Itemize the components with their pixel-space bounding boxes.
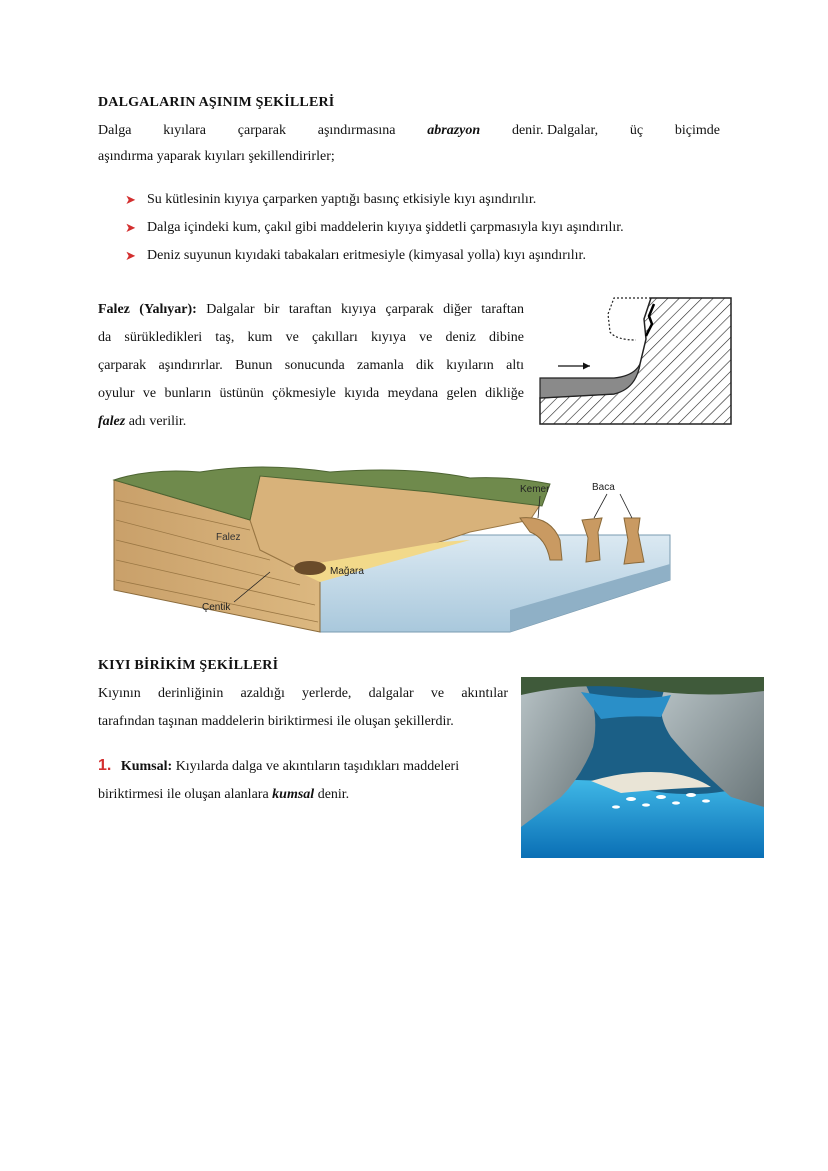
- label-centik: Çentik: [202, 602, 231, 613]
- deposition-line: Kıyının derinliğinin azaldığı yerlerde, dalgalar ve akıntılar: [98, 686, 508, 701]
- kumsal-term: Kumsal:: [120, 759, 173, 774]
- kumsal-term-italic: kumsal: [272, 787, 315, 802]
- arrow-bullet-icon: ➤: [125, 248, 136, 263]
- kumsal-item: [98, 752, 508, 809]
- label-baca: Baca: [592, 482, 615, 493]
- cave-opening: [294, 561, 326, 575]
- label-falez: Falez: [216, 532, 241, 543]
- intro-paragraph-line2: aşındırma yaparak kıyıları şekillendirirler;: [98, 149, 335, 164]
- falez-line: çarparak aşındırırlar. Bunun sonucunda zamanla dik kıyıların altı: [98, 358, 524, 373]
- intro-word: biçimde: [674, 123, 720, 138]
- bullet-item: [125, 220, 624, 236]
- intro-word: aşındırmasına: [317, 123, 396, 138]
- falez-line: da sürükledikleri taş, kum ve çakılları kıyıya ve deniz dibine: [98, 330, 524, 345]
- bullet-item: [125, 192, 536, 208]
- intro-word: üç: [629, 123, 644, 138]
- falez-line: oyulur ve bunların üstünün çökmesiyle kıyıda meydana gelen dikliğe: [98, 386, 524, 401]
- kumsal-line: biriktirmesi ile oluşan alanlara kumsal denir.: [98, 787, 350, 802]
- abrazyon-term: abrazyon: [427, 123, 481, 138]
- bullet-text: Deniz suyunun kıyıdaki tabakaları eritmesiyle (kimyasal yolla) kıyı aşındırılır.: [147, 248, 586, 263]
- section-title-erosion: DALGALARIN AŞINIM ŞEKİLLERİ: [98, 95, 335, 110]
- kumsal-line: 1. Kumsal: Kıyılarda dalga ve akıntıların taşıdıkları maddeleri: [98, 757, 460, 774]
- bullet-text: Dalga içindeki kum, çakıl gibi maddelerin kıyıya şiddetli çarpmasıyla kıyı aşındırılır.: [147, 220, 624, 235]
- falez-paragraph: [98, 296, 524, 436]
- coastal-landforms-illustration: [110, 460, 690, 635]
- intro-word: kıyılara: [163, 123, 206, 138]
- arrow-bullet-icon: ➤: [125, 220, 136, 235]
- arrow-head-icon: [583, 363, 590, 370]
- cliff-erosion-diagram: [536, 294, 732, 426]
- section-title-deposition: KIYI BİRİKİM ŞEKİLLERİ: [98, 658, 279, 673]
- intro-word: çarparak: [237, 123, 286, 138]
- beach-photo: [521, 677, 764, 858]
- deposition-line: tarafından taşınan maddelerin biriktirmesi ile oluşan şekillerdir.: [98, 714, 454, 729]
- intro-word: denir. Dalgalar,: [511, 123, 599, 138]
- falez-term: Falez (Yalıyar):: [98, 302, 197, 317]
- bullet-text: Su kütlesinin kıyıya çarparken yaptığı basınç etkisiyle kıyı aşındırılır.: [147, 192, 537, 207]
- label-kemer: Kemer: [520, 484, 550, 495]
- arrow-bullet-icon: ➤: [125, 192, 136, 207]
- rock-mass: [540, 298, 731, 424]
- falez-line: falez adı verilir.: [98, 414, 187, 429]
- falez-term-italic: falez: [98, 414, 126, 429]
- item-number: 1.: [98, 757, 112, 774]
- falez-line: Falez (Yalıyar): Dalgalar bir taraftan kıyıya çarparak diğer taraftan: [98, 302, 524, 317]
- intro-word: Dalga: [98, 123, 132, 138]
- bullet-item: [125, 248, 586, 264]
- deposition-paragraph: [98, 680, 508, 736]
- intro-paragraph-line1: [98, 117, 720, 145]
- label-magara: Mağara: [330, 566, 364, 577]
